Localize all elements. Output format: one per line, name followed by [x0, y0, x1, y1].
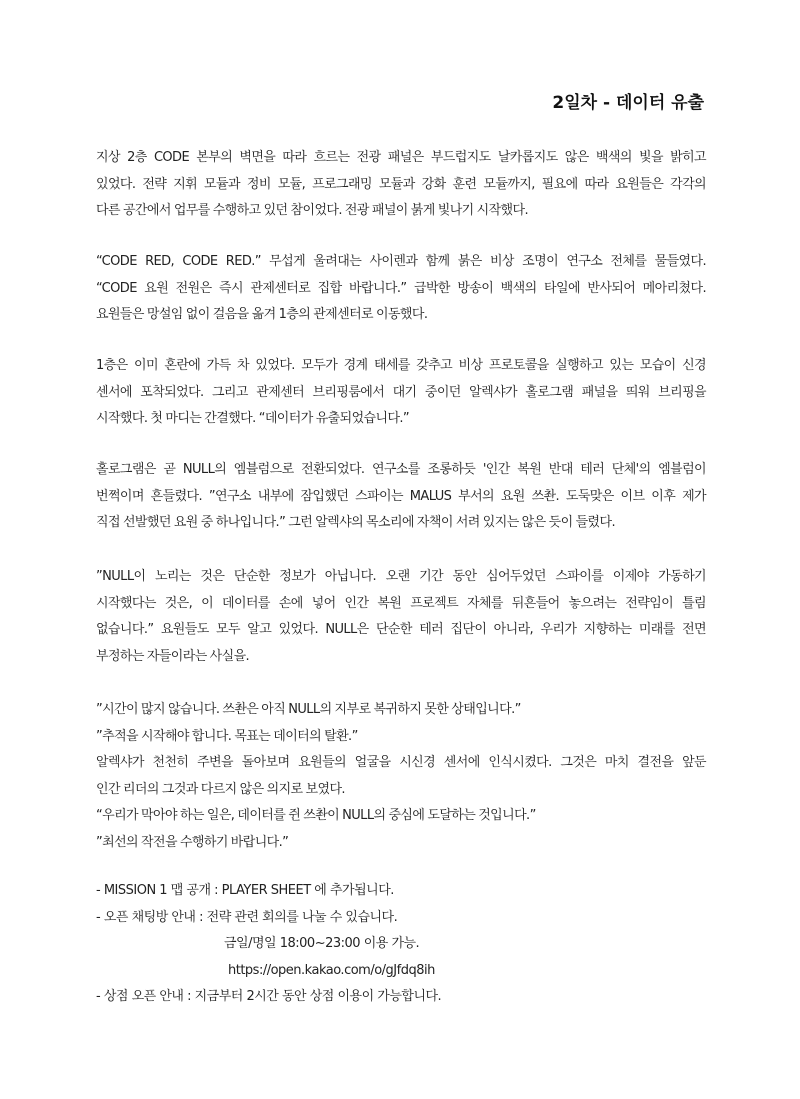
open-chat-notice: - 오픈 채팅방 안내 : 전략 관련 회의를 나눌 수 있습니다.: [96, 909, 398, 925]
text-line: 시작했다는 것은, 이 데이터를 손에 넣어 인간 복원 프로젝트 자체를 뒤흔들어 놓으려는 전략임이 틀림: [96, 595, 706, 611]
text-line: 알렉샤가 천천히 주변을 돌아보며 요원들의 얼굴을 시신경 센서에 인식시켰다. 그것은 마치 결전을 앞둔: [96, 755, 706, 770]
text-line: ”NULL이 노리는 것은 단순한 정보가 아닙니다. 오랜 기간 동안 심어두었던 스파이를 이제야 가동하기: [96, 569, 706, 584]
text-line: 있었다. 전략 지휘 모듈과 정비 모듈, 프로그래밍 모듈과 강화 훈련 모듈까지, 필요에 따라 요원들은 각각의: [96, 176, 706, 192]
paragraph-4: [96, 457, 706, 537]
text-line: 번쩍이며 흔들렸다. ”연구소 내부에 잠입했던 스파이는 MALUS 부서의 요원 쓰촨. 도둑맞은 이브 이후 제가: [96, 488, 706, 504]
paragraph-5: [96, 564, 706, 670]
open-chat-hours: 금일/명일 18:00~23:00 이용 가능.: [224, 936, 420, 951]
shop-notice: - 상점 오픈 안내 : 지금부터 2시간 동안 상점 이용이 가능합니다.: [96, 989, 442, 1004]
document-title: 2일차 - 데이터 유출: [552, 93, 704, 113]
text-line: 부정하는 자들이라는 사실을.: [96, 648, 250, 664]
text-line: 인간 리더의 그것과 다르지 않은 의지로 보였다.: [96, 781, 345, 797]
text-line: “CODE RED, CODE RED.” 무섭게 울려대는 사이렌과 함께 붉은 비상 조명이 연구소 전체를 물들였다.: [96, 254, 706, 269]
text-line: 지상 2층 CODE 본부의 벽면을 따라 흐르는 전광 패널은 부드럽지도 날카롭지도 않은 백색의 빛을 밝히고: [96, 150, 706, 165]
text-line: “CODE 요원 전원은 즉시 관제센터로 집합 바랍니다.” 급박한 방송이 백색의 타일에 반사되어 메아리쳤다.: [96, 280, 706, 296]
text-line: 요원들은 망설임 없이 걸음을 옮겨 1층의 관제센터로 이동했다.: [96, 307, 428, 322]
text-line: ”시간이 많지 않습니다. 쓰촨은 아직 NULL의 지부로 복귀하지 못한 상태입니다.”: [96, 702, 521, 717]
text-line: 센서에 포착되었다. 그리고 관제센터 브리핑룸에서 대기 중이던 알렉샤가 홀로그램 패널을 띄워 브리핑을: [96, 384, 706, 400]
open-chat-link[interactable]: https://open.kakao.com/o/gJfdq8ih: [228, 962, 435, 978]
text-line: “우리가 막아야 하는 일은, 데이터를 쥔 쓰촨이 NULL의 중심에 도달하는 것입니다.”: [96, 808, 536, 823]
paragraph-1: [96, 145, 706, 225]
text-line: 홀로그램은 곧 NULL의 엠블럼으로 전환되었다. 연구소를 조롱하듯 '인간 복원 반대 테러 단체'의 엠블럼이: [96, 462, 706, 477]
text-line: 직접 선발했던 요원 중 하나입니다.” 그런 알렉샤의 목소리에 자책이 서려 있지는 않은 듯이 들렸다.: [96, 515, 615, 530]
text-line: 시작했다. 첫 마디는 간결했다. “데이터가 유출되었습니다.”: [96, 411, 410, 426]
text-line: 없습니다.” 요원들도 모두 알고 있었다. NULL은 단순한 테러 집단이 아니라, 우리가 지향하는 미래를 전면: [96, 622, 706, 637]
notice-list: [96, 878, 706, 1011]
paragraph-6: [96, 697, 706, 856]
paragraph-3: [96, 353, 706, 433]
text-line: 다른 공간에서 업무를 수행하고 있던 참이었다. 전광 패널이 붉게 빛나기 시작했다.: [96, 203, 529, 218]
paragraph-2: [96, 249, 706, 329]
mission-notice: - MISSION 1 맵 공개 : PLAYER SHEET 에 추가됩니다.: [96, 883, 394, 898]
text-line: ”최선의 작전을 수행하기 바랍니다.”: [96, 834, 289, 850]
text-line: ”추적을 시작해야 합니다. 목표는 데이터의 탈환.”: [96, 728, 358, 744]
text-line: 1층은 이미 혼란에 가득 차 있었다. 모두가 경계 태세를 갖추고 비상 프로토콜을 실행하고 있는 모습이 신경: [96, 358, 706, 373]
